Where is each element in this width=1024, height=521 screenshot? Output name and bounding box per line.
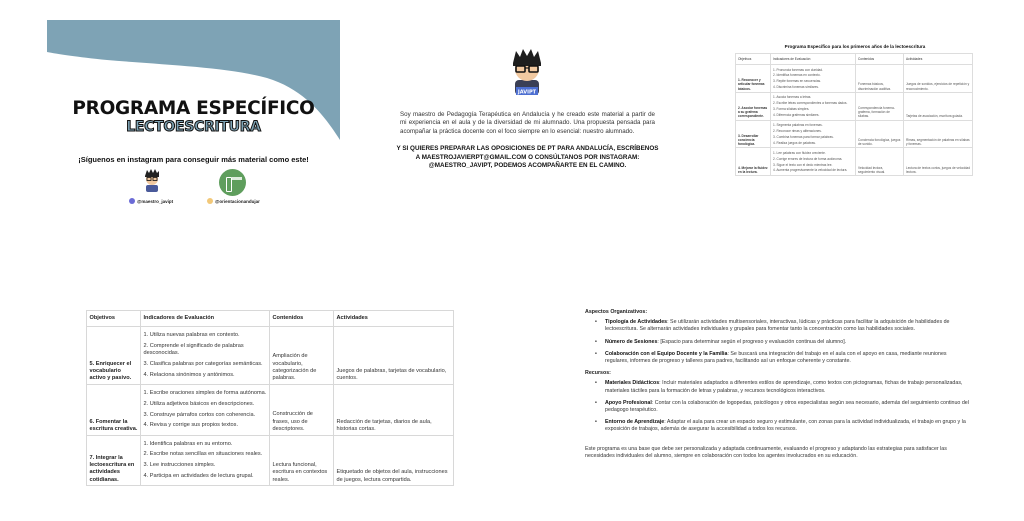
closing-paragraph: Este programa es una base que debe ser personalizada y adaptada continuamente, evaluando el progreso y adaptando las estrategias para satisfacer las necesidades individuales del alumno, siempre en colaboración con todos los agentes involucrados en su educación.	[585, 445, 947, 459]
activities-cell: Redacción de tarjetas, diarios de aula, historias cortas.	[334, 384, 454, 435]
header-indicadores: Indicadores de Evaluación	[771, 54, 856, 65]
content-cell: Construcción de frases, uso de descriptores.	[270, 384, 334, 435]
resources-list	[585, 380, 970, 433]
contact-cta: Y SI QUIERES PREPARAR LAS OPOSICIONES DE PT PARA ANDALUCÍA, ESCRÍBENOS A MAESTROJAVIERPT@GMAIL.COM O CONSÚLTANOS POR INSTAGRAM: @MAESTRO_JAVIPT, PODEMOS ACOMPAÑARTE EN EL CAMINO.	[396, 145, 659, 170]
table-row	[736, 148, 973, 176]
indicators-cell: 1. Segmenta palabras en fonemas. 2. Reconoce rimas y aliteraciones. 3. Combina fonemas para formar palabras. 4. Realiza juegos de palabras.	[771, 120, 856, 148]
table-header-row	[87, 311, 454, 327]
header-actividades: Actividades	[334, 311, 454, 327]
program-table-page-1	[735, 44, 975, 194]
program-table	[735, 53, 973, 176]
instagram-handle-orientacion[interactable]: @orientacionandujar	[207, 198, 260, 204]
table-row	[736, 120, 973, 148]
activities-cell: Rimas, segmentación de palabras en sílabas y fonemas.	[904, 120, 973, 148]
instagram-handle-javipt[interactable]: @maestro_javipt	[129, 198, 173, 204]
program-table-continued	[86, 310, 454, 486]
indicators-cell: 1. Pronuncia fonemas con claridad. 2. Identifica fonemas en contexto. 3. Repite fonemas en secuencias. 4. Discrimina fonemas similares.	[771, 65, 856, 93]
objective-cell: 3. Desarrollar conciencia fonológica.	[736, 120, 771, 148]
table-row	[87, 435, 454, 486]
about-page	[395, 45, 660, 175]
objective-cell: 5. Enriquecer el vocabulario activo y pasivo.	[87, 327, 141, 385]
indicators-cell: 1. Lee palabras con fluidez creciente. 2. Corrige errores de lectura de forma autónoma. 3. Sigue el texto con el dedo mientras lee. 4. Aumenta progresivamente la velocidad de lectura.	[771, 148, 856, 176]
list-item: • Materiales Didácticos: Incluir materiales adaptados a diferentes estilos de aprendizaje, como textos con pictogramas, fichas de trabajo personalizadas, materiales táctiles para la formación de letras y palabras, y recursos tecnológicos interactivos.	[605, 380, 970, 394]
dot-icon	[129, 198, 135, 204]
content-cell: Lectura funcional, escritura en contextos reales.	[270, 435, 334, 486]
cover-subtitle: LECTOESCRITURA	[126, 119, 261, 135]
resources-heading: Recursos:	[585, 370, 611, 377]
cover-title: PROGRAMA ESPECÍFICO	[72, 98, 315, 119]
avatar-icon	[142, 168, 162, 192]
organizational-list	[585, 319, 970, 365]
organizational-aspects-page	[585, 309, 970, 489]
content-cell: Fonemas básicos, discriminación auditiva.	[856, 65, 904, 93]
activities-cell: Etiquetado de objetos del aula, instrucciones de juegos, lectura compartida.	[334, 435, 454, 486]
activities-cell: Juegos de palabras, tarjetas de vocabulario, cuentos.	[334, 327, 454, 385]
svg-text:JAVIPT: JAVIPT	[517, 89, 537, 96]
indicators-cell: 1. Identifica palabras en su entorno. 2. Escribe notas sencillas en situaciones reales. 3. Lee instrucciones simples. 4. Participa en actividades de lectura grupal.	[141, 435, 270, 486]
content-cell: Correspondencia fonema-grafema, formación de sílabas.	[856, 92, 904, 120]
table-row	[736, 65, 973, 93]
header-objetivos: Objetivos	[87, 311, 141, 327]
header-actividades: Actividades	[904, 54, 973, 65]
table-row	[87, 327, 454, 385]
activities-cell: Tarjetas de asociación, escritura guiada.	[904, 92, 973, 120]
objective-cell: 2. Asociar fonemas a su grafema correspondiente.	[736, 92, 771, 120]
table-title: Programa Específico para los primeros años de la lectoescritura	[784, 44, 926, 49]
table-header-row	[736, 54, 973, 65]
list-item: • Número de Sesiones: [Espacio para determinar según el progreso y evaluación continua del alumno].	[605, 339, 970, 346]
indicators-cell: 1. Escribe oraciones simples de forma autónoma. 2. Utiliza adjetivos básicos en descripciones. 3. Construye párrafos cortos con coherencia. 4. Revisa y corrige sus propios textos.	[141, 384, 270, 435]
maestro-javipt-avatar-icon	[507, 47, 547, 97]
objective-cell: 6. Fomentar la escritura creativa.	[87, 384, 141, 435]
table-row	[736, 92, 973, 120]
objective-cell: 4. Mejorar la fluidez en la lectura.	[736, 148, 771, 176]
list-item: • Tipología de Actividades: Se utilizarán actividades multisensoriales, interactivas, lúdicas y prácticas para facilitar la adquisición de habilidades de lectoescritura. Se alternarán actividades individuales y grupales para fomentar tanto la concentración como las habilidades sociales.	[605, 319, 970, 333]
about-text: Soy maestro de Pedagogía Terapéutica en Andalucía y he creado este material a partir de mi experiencia en el aula y de la diversidad de mi alumnado. Una propuesta pensada para acompañar la práctica docente con el foco siempre en lo esencial: nuestro alumnado.	[400, 111, 655, 135]
objective-cell: 1. Reconocer y articular fonemas básicos.	[736, 65, 771, 93]
dot-icon	[207, 198, 213, 204]
cover-page	[47, 20, 340, 210]
list-item: • Colaboración con el Equipo Docente y la Familia: Se buscará una integración del trabajo en el aula con el apoyo en casa, mediante reuniones regulares, informes de progreso y talleres para padres, facilitando así un enfoque coherente y constante.	[605, 351, 970, 365]
list-item: • Apoyo Profesional: Contar con la colaboración de logopedas, psicólogos y otros especialistas según sea necesario, además del seguimiento continuo del pedagogo terapéutico.	[605, 400, 970, 414]
content-cell: Velocidad lectora, seguimiento visual.	[856, 148, 904, 176]
list-item: • Entorno de Aprendizaje: Adaptar el aula para crear un espacio seguro y estimulante, con zonas para la actividad individualizada, el trabajo en grupo y la exposición de trabajos, además de asegurar la accesibilidad a todos los recursos.	[605, 419, 970, 433]
content-cell: Conciencia fonológica, juegos de sonido.	[856, 120, 904, 148]
organizational-heading: Aspectos Organizativos:	[585, 309, 648, 315]
header-indicadores: Indicadores de Evaluación	[141, 311, 270, 327]
objective-cell: 7. Integrar la lectoescritura en actividades cotidianas.	[87, 435, 141, 486]
follow-text: ¡Síguenos en instagram para conseguir más material como este!	[78, 155, 309, 164]
table-row	[87, 384, 454, 435]
orientacion-logo-icon	[219, 169, 246, 196]
indicators-cell: 1. Asocia fonemas a letras. 2. Escribe letras correspondientes a fonemas dados. 3. Forma sílabas simples. 4. Diferencia grafemas similares.	[771, 92, 856, 120]
content-cell: Ampliación de vocabulario, categorización de palabras.	[270, 327, 334, 385]
header-objetivos: Objetivos	[736, 54, 771, 65]
header-contenidos: Contenidos	[856, 54, 904, 65]
activities-cell: Juegos de sonidos, ejercicios de repetición y reconocimiento.	[904, 65, 973, 93]
header-contenidos: Contenidos	[270, 311, 334, 327]
program-table-page-2	[86, 310, 454, 490]
indicators-cell: 1. Utiliza nuevas palabras en contexto. 2. Comprende el significado de palabras desconocidas. 3. Clasifica palabras por categorías semánticas. 4. Relaciona sinónimos y antónimos.	[141, 327, 270, 385]
activities-cell: Lectura de textos cortos, juegos de velocidad lectora.	[904, 148, 973, 176]
